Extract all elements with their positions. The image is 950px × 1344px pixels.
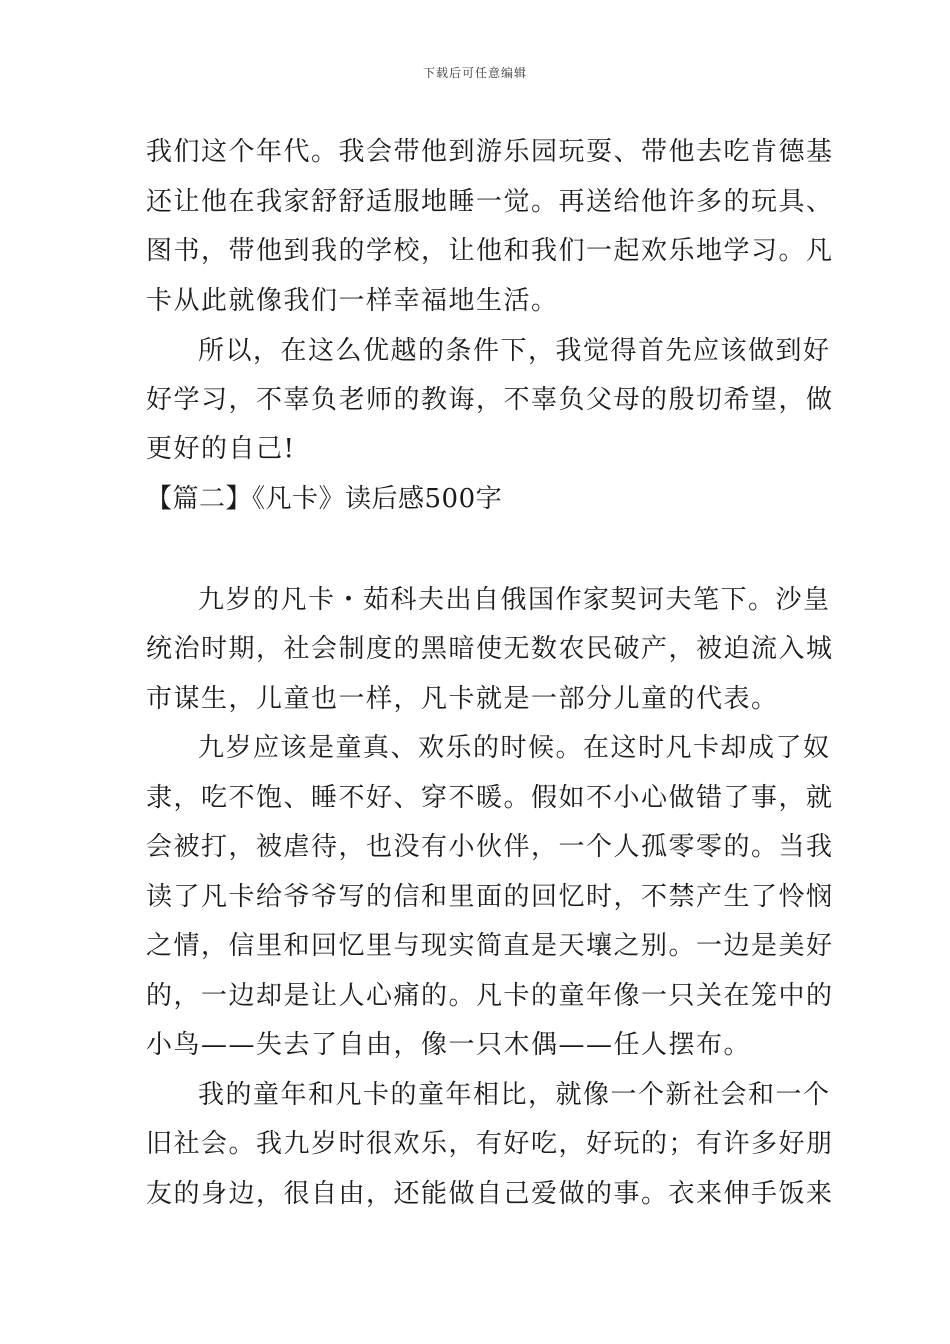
text-line: 卡从此就像我们一样幸福地生活。 <box>146 286 559 316</box>
text-line: 图书，带他到我的学校，让他和我们一起欢乐地学习。凡 <box>146 236 834 266</box>
text-line: 我们这个年代。我会带他到游乐园玩耍、带他去吃肯德基 <box>146 137 834 167</box>
text-line: 友的身边，很自由，还能做自己爱做的事。衣来伸手饭来 <box>146 1179 834 1209</box>
text-line: 所以，在这么优越的条件下，我觉得首先应该做到好 <box>198 336 831 366</box>
header-note: 下载后可任意编辑 <box>422 66 527 80</box>
text-line: 的，一边却是让人心痛的。凡卡的童年像一只关在笼中的 <box>146 981 834 1011</box>
text-line: 小鸟——失去了自由，像一只木偶——任人摆布。 <box>146 1030 752 1060</box>
text-line: 隶，吃不饱、睡不好、穿不暖。假如不小心做错了事，就 <box>146 783 834 813</box>
text-line: 会被打，被虐待，也没有小伙伴，一个人孤零零的。当我 <box>146 832 834 862</box>
text-line: 九岁的凡卡・茹科夫出自俄国作家契诃夫笔下。沙皇 <box>198 585 831 615</box>
text-line: 之情，信里和回忆里与现实简直是天壤之别。一边是美好 <box>146 931 834 961</box>
text-line: 市谋生，儿童也一样，凡卡就是一部分儿童的代表。 <box>146 684 779 714</box>
text-line: 我的童年和凡卡的童年相比，就像一个新社会和一个 <box>198 1080 831 1110</box>
text-line: 更好的自己! <box>146 434 296 464</box>
text-line: 好学习，不辜负老师的教诲，不辜负父母的殷切希望，做 <box>146 385 834 415</box>
text-line: 旧社会。我九岁时很欢乐，有好吃，好玩的；有许多好朋 <box>146 1129 834 1159</box>
text-line: 统治时期，社会制度的黑暗使无数农民破产，被迫流入城 <box>146 634 834 664</box>
text-line: 还让他在我家舒舒适服地睡一觉。再送给他许多的玩具、 <box>146 187 834 217</box>
section-heading: 【篇二】《凡卡》读后感500字 <box>146 484 503 514</box>
text-line: 读了凡卡给爷爷写的信和里面的回忆时，不禁产生了怜悯 <box>146 882 834 912</box>
text-line: 九岁应该是童真、欢乐的时候。在这时凡卡却成了奴 <box>198 733 831 763</box>
